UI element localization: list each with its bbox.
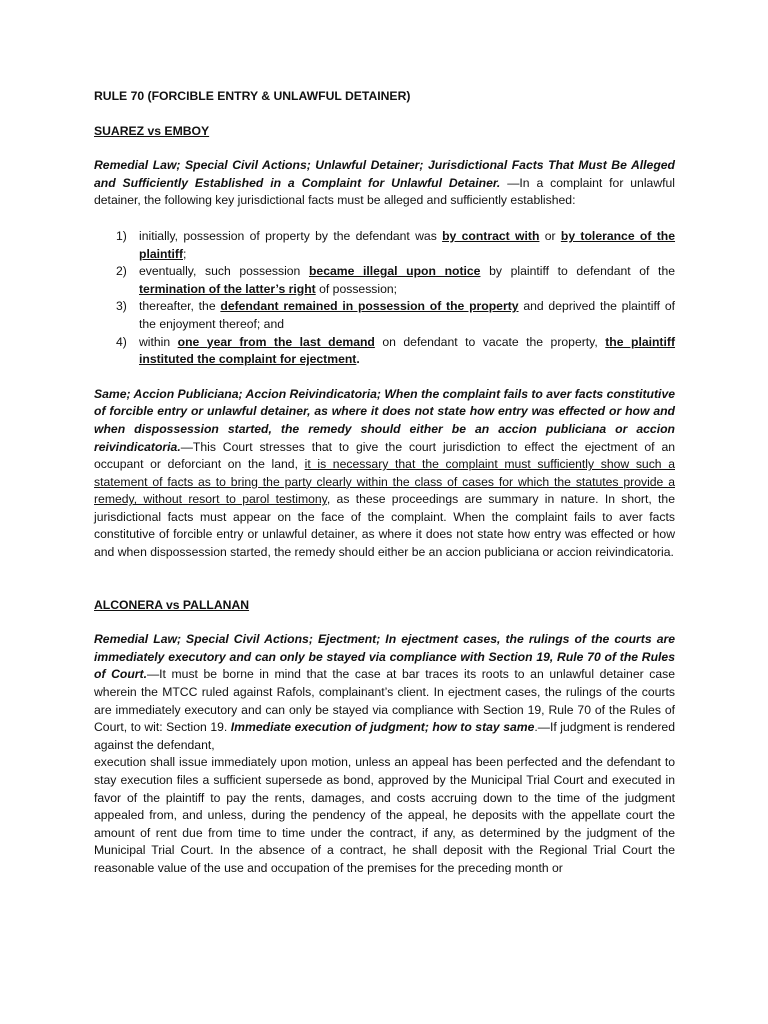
case-title-alconera: ALCONERA vs PALLANAN (94, 597, 250, 612)
list-item-emphasis: one year from the last demand (177, 334, 375, 349)
list-item-number: 3) (116, 299, 127, 314)
list-item-emphasis: the plaintiff instituted the complaint for ejectment (139, 334, 675, 367)
list-item-number: 1) (116, 228, 127, 243)
list-item-text: within (139, 334, 178, 349)
case1-body-2b: , as these proceedings are summary in nature. In short, the jurisdictional facts must appear on the face of the complaint. When the complaint fails to aver facts constitutive of forcible entry or unlawful detainer, as where it does not state how entry was effected or how and when dispossession started, the remedy should either be an accion publiciana or accion reivindicatoria. (94, 492, 675, 560)
case2-section-title: Immediate execution of judgment; how to stay same (230, 720, 535, 735)
list-item-text: on defendant to vacate the property, (374, 334, 606, 349)
case1-body-2a: —This Court stresses that to give the court jurisdiction to effect the ejectment of an occupant or deforciant on the land, (94, 439, 675, 472)
list-item-emphasis: by tolerance of the plaintiff (139, 228, 676, 261)
list-item-number: 4) (116, 334, 127, 349)
list-item (94, 263, 675, 298)
list-item-text: . (356, 352, 360, 367)
document-page (94, 88, 675, 878)
case1-paragraph-1 (94, 157, 675, 210)
list-item-emphasis: by contract with (442, 228, 540, 243)
list-item-text: eventually, such possession (139, 264, 309, 279)
case1-body-2-underlined: it is necessary that the complaint must sufficiently show such a statement of facts as to bring the party clearly within the class of cases for which the statutes provide a remedy, without resort to parol testimony (94, 457, 675, 507)
list-item-emphasis: defendant remained in possession of the property (220, 299, 519, 314)
list-item-text: ; (183, 246, 187, 261)
case2-body-1a: —It must be borne in mind that the case at bar traces its roots to an unlawful detainer case wherein the MTCC ruled against Rafols, complainant’s client. In ejectment cases, the rulings of the courts are immediately executory and can only be stayed via compliance with Section 19, Rule 70 of the Rules of Court, to wit: Section 19. (94, 667, 675, 735)
list-item-text: thereafter, the (139, 299, 221, 314)
list-item-text: initially, possession of property by the defendant was (139, 228, 443, 243)
case1-body-1: —In a complaint for unlawful detainer, the following key jurisdictional facts must be alleged and sufficiently established: (94, 175, 675, 208)
list-item-text: by plaintiff to defendant of the (480, 264, 675, 279)
list-item-text: or (539, 228, 561, 243)
case2-syllabus-1: Remedial Law; Special Civil Actions; Ejectment; In ejectment cases, the rulings of the courts are immediately executory and can only be stayed via compliance with Section 19, Rule 70 of the Rules of Court. (94, 632, 675, 682)
list-item-text: of possession; (315, 281, 398, 296)
case2-paragraph-1 (94, 631, 675, 754)
list-item (94, 298, 675, 333)
list-item-number: 2) (116, 264, 127, 279)
list-item-text: and deprived the plaintiff of the enjoyment thereof; and (139, 299, 675, 331)
case2-body-1b: .—If judgment is rendered against the defendant, (94, 720, 675, 752)
list-item-emphasis: termination of the latter’s right (139, 281, 316, 296)
document-heading: RULE 70 (FORCIBLE ENTRY & UNLAWFUL DETAINER) (94, 89, 411, 103)
case1-syllabus-2: Same; Accion Publiciana; Accion Reivindicatoria; When the complaint fails to aver facts constitutive of forcible entry or unlawful detainer, as where it does not state how entry was effected or how and when dispossession started, the remedy should either be an accion publiciana or accion reivindicatoria. (94, 386, 675, 454)
case-title-suarez: SUAREZ vs EMBOY (94, 123, 210, 138)
jurisdictional-facts-list (94, 228, 675, 369)
list-item (94, 228, 675, 263)
case1-syllabus-1: Remedial Law; Special Civil Actions; Unlawful Detainer; Jurisdictional Facts That Must Be Alleged and Sufficiently Established in a Complaint for Unlawful Detainer. (94, 158, 675, 190)
case1-paragraph-2 (94, 386, 675, 562)
list-item (94, 334, 675, 369)
list-item-emphasis: became illegal upon notice (308, 264, 481, 279)
case2-paragraph-2: execution shall issue immediately upon motion, unless an appeal has been perfected and the defendant to stay execution files a sufficient supersede as bond, approved by the Municipal Trial Court and executed in favor of the plaintiff to pay the rents, damages, and costs accruing down to the time of the judgment appealed from, and unless, during the pendency of the appeal, he deposits with the appellate court the amount of rent due from time to time under the contract, if any, as determined by the judgment of the Municipal Trial Court. In the absence of a contract, he shall deposit with the Regional Trial Court the reasonable value of the use and occupation of the premises for the preceding month or (94, 755, 675, 875)
